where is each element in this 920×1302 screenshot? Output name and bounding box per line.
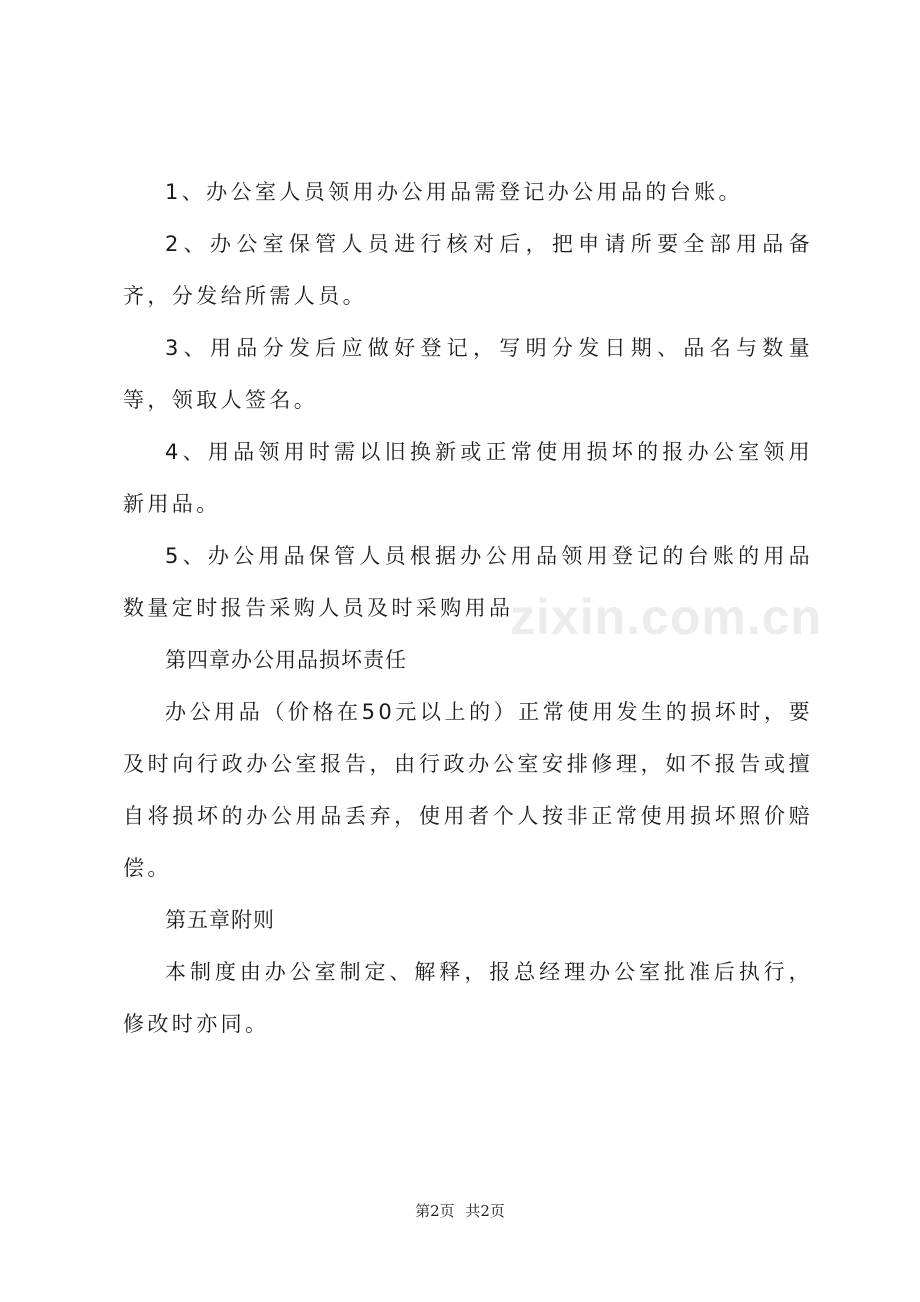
page-footer: 第2页 共2页 — [415, 1202, 505, 1220]
paragraph-item-2: 2、办公室保管人员进行核对后，把申请所要全部用品备齐，分发给所需人员。 — [123, 232, 813, 308]
paragraph-item-1: 1、办公室人员领用办公用品需登记办公用品的台账。 — [165, 180, 743, 204]
chapter-5-title: 第五章附则 — [165, 908, 275, 932]
chapter-4-title: 第四章办公用品损坏责任 — [165, 648, 407, 672]
watermark: zixin.com.cn — [510, 589, 823, 645]
chapter-4-body: 办公用品（价格在50元以上的）正常使用发生的损坏时，要及时向行政办公室报告，由行政办公室安排修理，如不报告或擅自将损坏的办公用品丢弃，使用者个人按非正常使用损坏照价赔偿。 — [123, 700, 813, 880]
paragraph-item-4: 4、用品领用时需以旧换新或正常使用损坏的报办公室领用新用品。 — [123, 440, 813, 516]
paragraph-item-3: 3、用品分发后应做好登记，写明分发日期、品名与数量等，领取人签名。 — [123, 336, 813, 412]
chapter-5-body: 本制度由办公室制定、解释，报总经理办公室批准后执行，修改时亦同。 — [123, 960, 813, 1036]
paragraph-item-5: 5、办公用品保管人员根据办公用品领用登记的台账的用品数量定时报告采购人员及时采购用品 — [123, 544, 813, 620]
document-body — [123, 166, 813, 1050]
